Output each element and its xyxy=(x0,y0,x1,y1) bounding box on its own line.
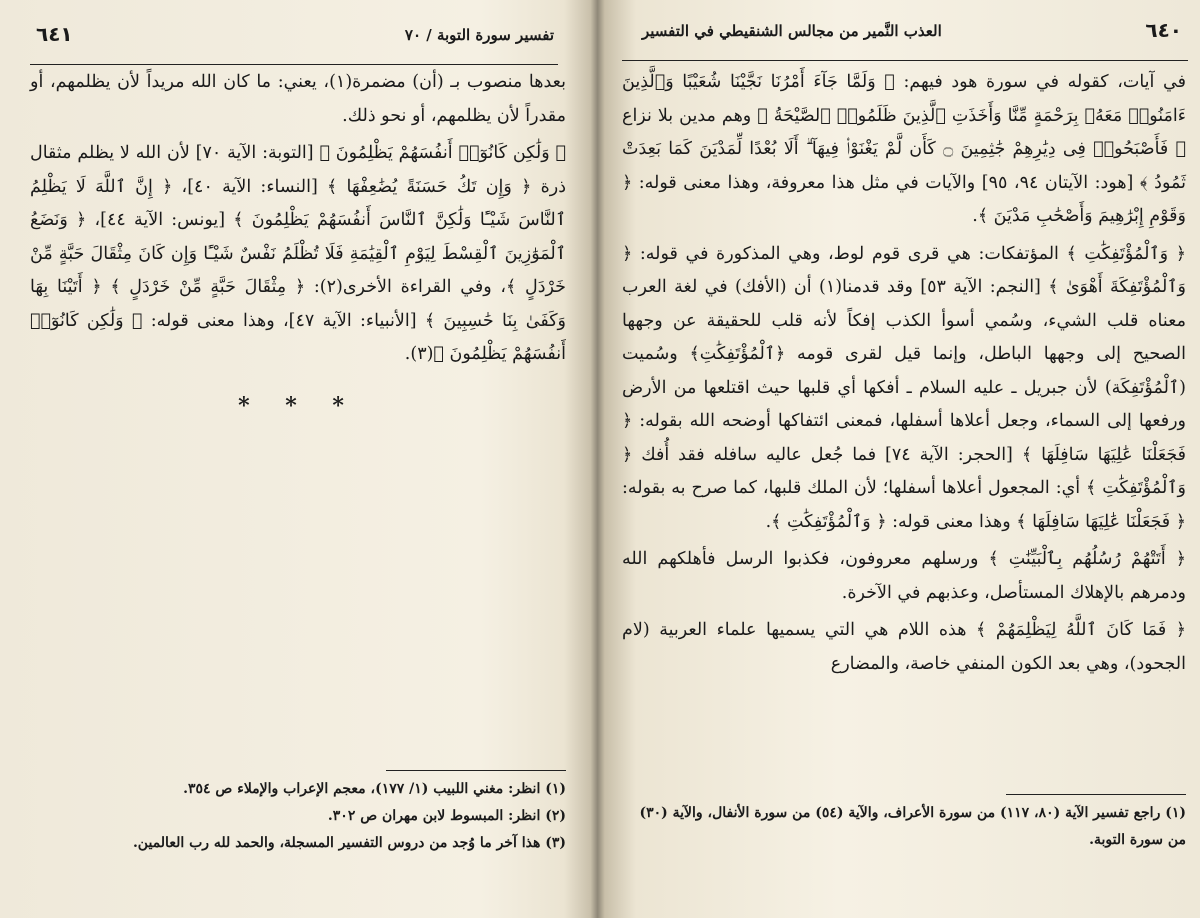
running-head xyxy=(30,18,558,65)
footnote-rule xyxy=(386,770,566,771)
paragraph: ﴿ وَلَٰكِن كَانُوٓا۟ أَنفُسَهُمْ يَظْلِمُونَ ﴾ [التوبة: الآية ٧٠] لأن الله لا يظلم مثقال ذرة ﴿ وَإِن تَكُ حَسَنَةً يُضَٰعِفْهَا ﴾ [النساء: الآية ٤٠]، ﴿ إِنَّ ٱللَّهَ لَا يَظْلِمُ ٱلنَّاسَ شَيْـًٔا وَلَٰكِنَّ ٱلنَّاسَ أَنفُسَهُمْ يَظْلِمُونَ ﴾ [يونس: الآية ٤٤]، ﴿ وَنَضَعُ ٱلْمَوَٰزِينَ ٱلْقِسْطَ لِيَوْمِ ٱلْقِيَٰمَةِ فَلَا تُظْلَمُ نَفْسٌ شَيْـًٔا وَإِن كَانَ مِثْقَالَ حَبَّةٍ مِّنْ خَرْدَلٍ ﴾، وفي القراءة الأخرى(٢): ﴿ مِثْقَالَ حَبَّةٍ مِّنْ خَرْدَلٍ ﴾ ﴿ أَتَيْنَا بِهَا وَكَفَىٰ بِنَا حَٰسِبِينَ ﴾ [الأنبياء: الآية ٤٧]، وهذا معنى قوله: ﴿ وَلَٰكِن كَانُوٓا۟ أَنفُسَهُمْ يَظْلِمُونَ ﴾(٣). xyxy=(30,143,566,364)
paragraph: ﴿ وَٱلْمُؤْتَفِكَٰتِ ﴾ المؤتفكات: هي قرى قوم لوط، وهي المذكورة في قوله: ﴿ وَٱلْمُؤْتَفِكَةَ أَهْوَىٰ ﴾ [النجم: الآية ٥٣] وقد قدمنا(١) أن (الأفك) في لغة العرب معناه قلب الشيء، وسُمي أسوأ الكذب إفكاً لأنه قلب للحقيقة عن وجهها الصحيح إلى وجهها الباطل، وإنما قيل لقرى قومه ﴿ٱلْمُؤْتَفِكَٰتِ﴾ وسُميت (ٱلْمُؤْتَفِكَة) لأن جبريل ـ عليه السلام ـ أفكها أي قلبها حيث اقتلعها من الأرض ورفعها إلى السماء، وجعل أعلاها أسفلها، فمعنى ائتفاكها أوضحه الله بقوله: ﴿ فَجَعَلْنَا عَٰلِيَهَا سَافِلَهَا ﴾ [الحجر: الآية ٧٤] فما جُعل عاليه سافله فقد أُفك ﴿ وَٱلْمُؤْتَفِكَٰتِ ﴾ أي: المجعول أعلاها أسفلها؛ لأن الملك قلبها، كما صرح به بقوله: ﴿ فَجَعَلْنَا عَٰلِيَهَا سَافِلَهَا ﴾ وهذا معنى قوله: ﴿ وَٱلْمُؤْتَفِكَٰتِ ﴾. xyxy=(622,243,1186,532)
paragraph: في آيات، كقوله في سورة هود فيهم: ﴿ وَلَمَّا جَآءَ أَمْرُنَا نَجَّيْنَا شُعَيْبًا وَٱلَّذِينَ ءَامَنُوا۟ مَعَهُۥ بِرَحْمَةٍ مِّنَّا وَأَخَذَتِ ٱلَّذِينَ ظَلَمُوا۟ ٱلصَّيْحَةُ ﴾ وهم مدين بلا نزاع ﴿ فَأَصْبَحُوا۟ فِى دِيَٰرِهِمْ جَٰثِمِينَ ۝ كَأَن لَّمْ يَغْنَوْا۟ فِيهَآ ۗ أَلَا بُعْدًا لِّمَدْيَنَ كَمَا بَعِدَتْ ثَمُودُ ﴾ [هود: الآيتان ٩٤، ٩٥] والآيات في مثل هذا معروفة، وهذا معنى قوله: ﴿ وَقَوْمِ إِبْرَٰهِيمَ وَأَصْحَٰبِ مَدْيَنَ ﴾. xyxy=(622,72,1186,226)
footnote: (١) انظر: مغني اللبيب (١/ ١٧٧)، معجم الإعراب والإملاء ص ٣٥٤. xyxy=(183,781,566,797)
right-page xyxy=(600,0,1200,918)
running-title: تفسير سورة التوبة / ٧٠ xyxy=(404,26,554,44)
body-text xyxy=(30,66,566,423)
footnote: (٢) انظر: المبسوط لابن مهران ص ٣٠٢. xyxy=(327,808,566,824)
footnotes xyxy=(30,776,566,857)
paragraph: ﴿ فَمَا كَانَ ٱللَّهُ لِيَظْلِمَهُمْ ﴾ هذه اللام هي التي يسميها علماء العربية (لام الجحود)، وهي بعد الكون المنفي خاصة، والمضارع xyxy=(622,620,1186,674)
paragraph: بعدها منصوب بـ (أن) مضمرة(١)، يعني: ما كان الله مريداً لأن يظلمهم، أو مقدراً لأن يظلمهم، أو نحو ذلك. xyxy=(30,72,566,126)
page-number: ٦٤٠ xyxy=(1145,18,1182,42)
running-head xyxy=(622,14,1188,61)
footnotes xyxy=(622,800,1186,854)
body-text xyxy=(622,66,1186,685)
paragraph: ﴿ أَتَتْهُمْ رُسُلُهُم بِٱلْبَيِّنَٰتِ ﴾ ورسلهم معروفون، فكذبوا الرسل فأهلكهم الله ودمرهم بالإهلاك المستأصل، وعذبهم في الآخرة. xyxy=(622,549,1186,603)
section-separator: * * * xyxy=(238,392,358,419)
footnote: (١) راجع تفسير الآية (٨٠، ١١٧) من سورة الأعراف، والآية (٥٤) من سورة الأنفال، والآية (٣٠) من سورة التوبة. xyxy=(639,805,1186,848)
footnote-rule xyxy=(1006,794,1186,795)
left-page xyxy=(0,0,588,918)
page-number: ٦٤١ xyxy=(36,22,73,46)
running-title: العذب النَّمير من مجالس الشنقيطي في التفسير xyxy=(642,22,942,40)
footnote: (٣) هذا آخر ما وُجد من دروس التفسير المسجلة، والحمد لله رب العالمين. xyxy=(132,835,566,851)
